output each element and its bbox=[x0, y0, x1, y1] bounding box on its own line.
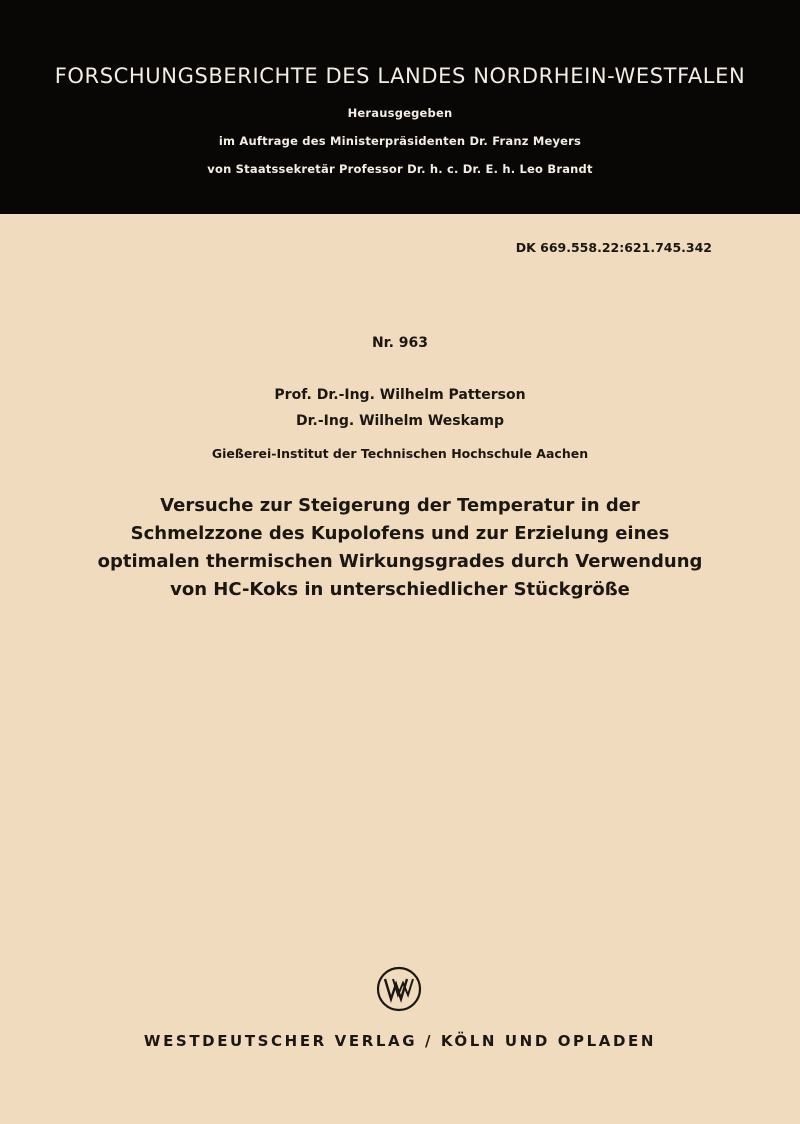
title-line-4: von HC-Koks in unterschiedlicher Stückgröße bbox=[170, 579, 630, 600]
author-1: Prof. Dr.-Ing. Wilhelm Patterson bbox=[274, 387, 526, 403]
report-title bbox=[0, 492, 800, 604]
title-line-2: Schmelzzone des Kupolofens und zur Erzielung eines bbox=[130, 523, 670, 544]
classification-code: DK 669.558.22:621.745.342 bbox=[515, 240, 712, 255]
report-number: Nr. 963 bbox=[371, 335, 429, 351]
header-band bbox=[0, 0, 800, 214]
editor-line-3: von Staatssekretär Professor Dr. h. c. Dr. E. h. Leo Brandt bbox=[207, 162, 593, 176]
series-title: FORSCHUNGSBERICHTE DES LANDES NORDRHEIN-WESTFALEN bbox=[54, 64, 746, 88]
institute: Gießerei-Institut der Technischen Hochschule Aachen bbox=[211, 446, 589, 461]
editor-line-1: Herausgegeben bbox=[347, 106, 453, 120]
publisher-logo-icon bbox=[376, 966, 422, 1012]
publisher-imprint: WESTDEUTSCHER VERLAG / KÖLN UND OPLADEN bbox=[143, 1032, 657, 1050]
title-line-3: optimalen thermischen Wirkungsgrades durch Verwendung bbox=[97, 551, 703, 572]
title-line-1: Versuche zur Steigerung der Temperatur in der bbox=[160, 495, 640, 516]
author-2: Dr.-Ing. Wilhelm Weskamp bbox=[296, 413, 504, 429]
editor-line-2: im Auftrage des Ministerpräsidenten Dr. Franz Meyers bbox=[218, 134, 582, 148]
